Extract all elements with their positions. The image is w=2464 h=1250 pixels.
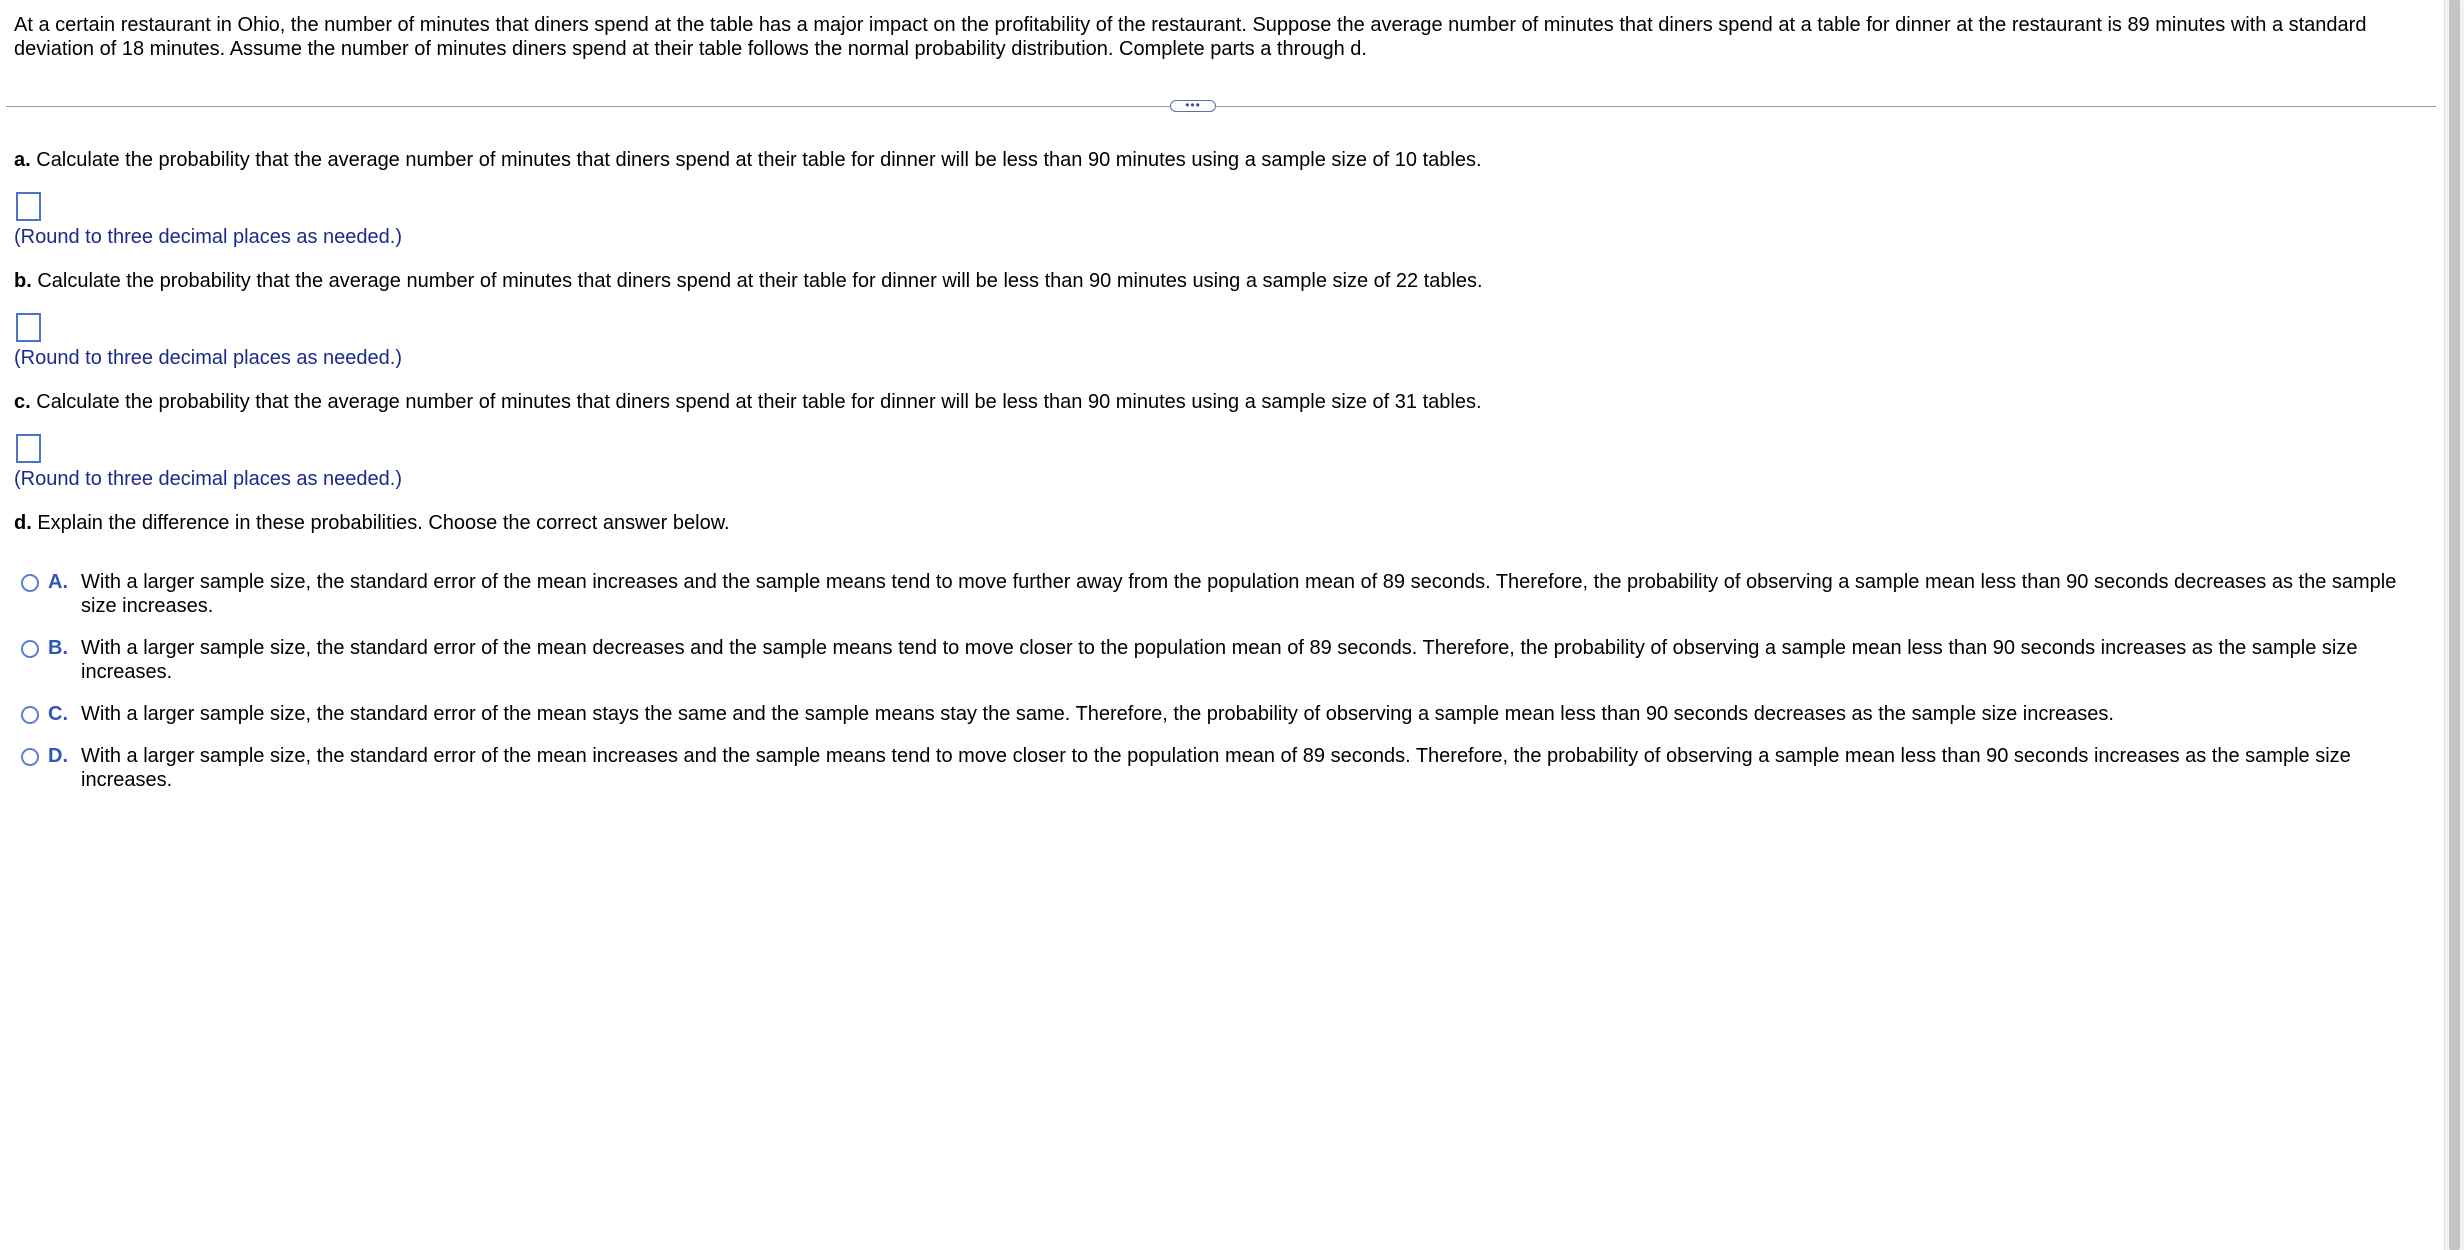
part-b-question bbox=[14, 269, 1483, 293]
option-a-radio[interactable] bbox=[21, 574, 39, 592]
part-a-round-note: (Round to three decimal places as needed.) bbox=[14, 226, 403, 248]
problem-intro: At a certain restaurant in Ohio, the number of minutes that diners spend at the table has a major impact on the profitability of the restaurant. Suppose the average number of minutes that diners spend at a table for dinner at the restaurant is 89 minutes with a standard deviation of 18 minutes. Assume the number of minutes diners spend at their table follows the normal probability distribution. Complete parts a through d. bbox=[14, 14, 2367, 60]
vertical-scrollbar[interactable] bbox=[2444, 0, 2464, 1250]
part-a-question bbox=[14, 148, 1482, 172]
part-b-answer-input[interactable] bbox=[16, 313, 41, 342]
option-b-letter: B. bbox=[48, 637, 68, 659]
part-b-round-note: (Round to three decimal places as needed.) bbox=[14, 347, 403, 369]
part-b-letter: b. bbox=[14, 270, 32, 292]
option-b-radio[interactable] bbox=[21, 640, 39, 658]
option-c-radio[interactable] bbox=[21, 706, 39, 724]
option-d-text: With a larger sample size, the standard error of the mean increases and the sample means tend to move closer to the population mean of 89 seconds. Therefore, the probability of observing a sample mean less than 90 seconds increases as the sample size increases. bbox=[81, 745, 2351, 791]
part-b-text: Calculate the probability that the average number of minutes that diners spend at their table for dinner will be less than 90 minutes using a sample size of 22 tables. bbox=[31, 270, 1483, 292]
option-b-text: With a larger sample size, the standard error of the mean decreases and the sample means tend to move closer to the population mean of 89 seconds. Therefore, the probability of observing a sample mean less than 90 seconds increases as the sample size increases. bbox=[81, 637, 2358, 683]
option-a-text: With a larger sample size, the standard error of the mean increases and the sample means tend to move further away from the population mean of 89 seconds. Therefore, the probability of observing a sample mean less than 90 seconds decreases as the sample size increases. bbox=[81, 571, 2397, 617]
expand-handle-button[interactable]: ••• bbox=[1170, 100, 1216, 112]
part-d-text: Explain the difference in these probabilities. Choose the correct answer below. bbox=[31, 512, 730, 534]
part-c-letter: c. bbox=[14, 391, 31, 413]
option-d-radio[interactable] bbox=[21, 748, 39, 766]
part-c-text: Calculate the probability that the average number of minutes that diners spend at their table for dinner will be less than 90 minutes using a sample size of 31 tables. bbox=[30, 391, 1482, 413]
part-d-question bbox=[14, 511, 730, 535]
part-c-question bbox=[14, 390, 1482, 414]
part-a-answer-input[interactable] bbox=[16, 192, 41, 221]
scrollbar-thumb[interactable] bbox=[2449, 0, 2460, 1250]
part-a-letter: a. bbox=[14, 149, 31, 171]
option-c-text: With a larger sample size, the standard error of the mean stays the same and the sample means stay the same. Therefore, the probability of observing a sample mean less than 90 seconds decreases as the sample size increases. bbox=[81, 703, 2114, 725]
part-c-round-note: (Round to three decimal places as needed.) bbox=[14, 468, 403, 490]
part-a-text: Calculate the probability that the average number of minutes that diners spend at their table for dinner will be less than 90 minutes using a sample size of 10 tables. bbox=[30, 149, 1482, 171]
option-a-letter: A. bbox=[48, 571, 68, 593]
option-c-letter: C. bbox=[48, 703, 68, 725]
option-d-letter: D. bbox=[48, 745, 68, 767]
part-d-letter: d. bbox=[14, 512, 32, 534]
divider-line bbox=[6, 106, 2436, 107]
section-divider bbox=[6, 100, 2436, 114]
part-c-answer-input[interactable] bbox=[16, 434, 41, 463]
